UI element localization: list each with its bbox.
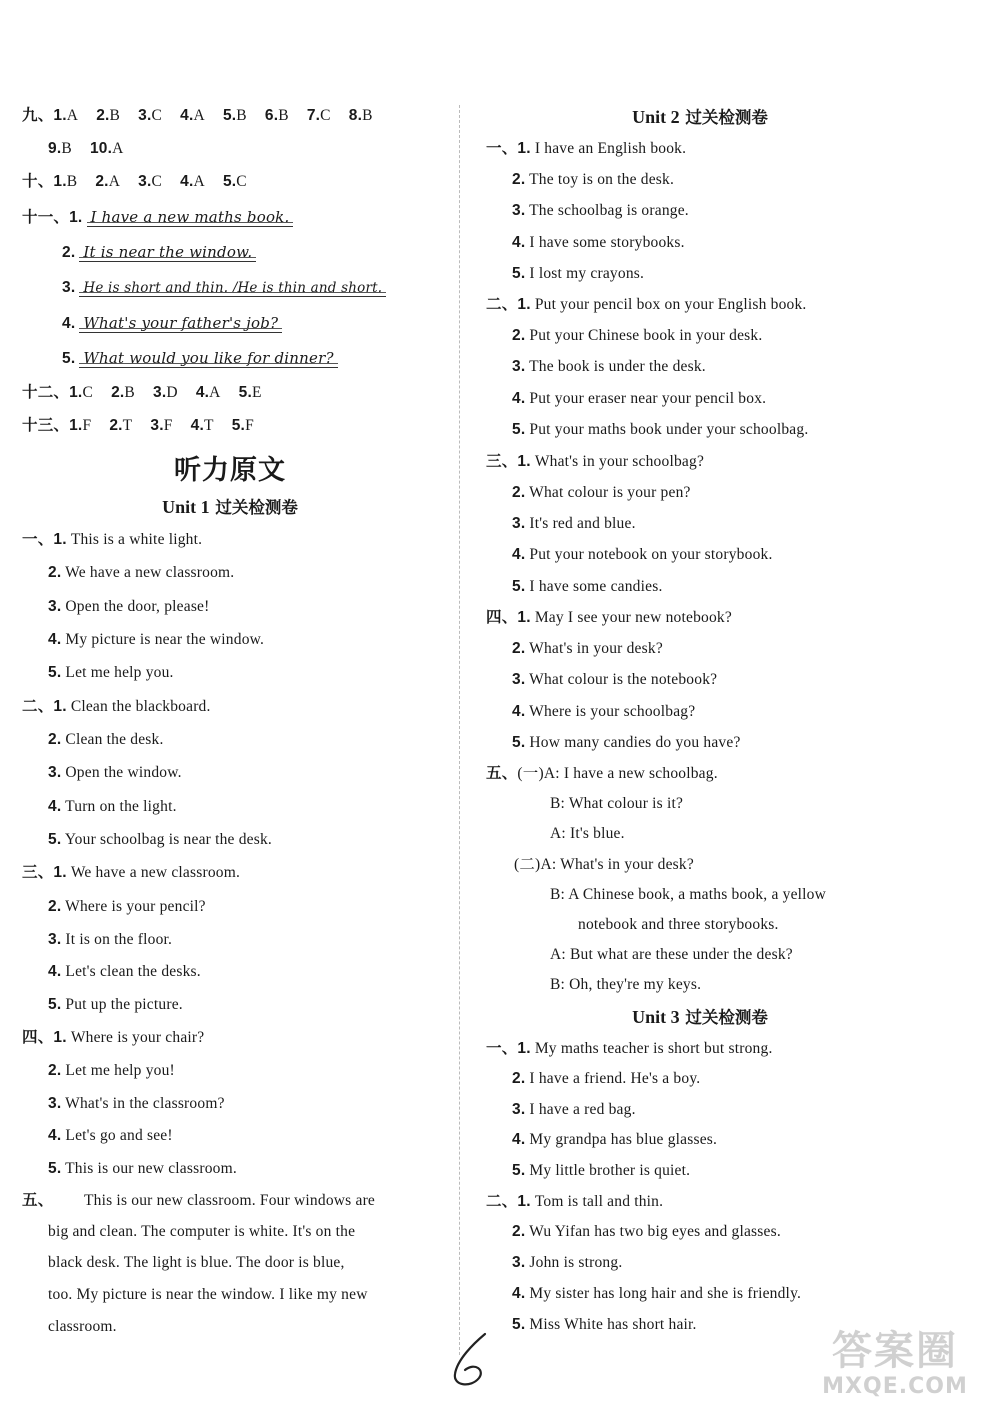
page-number [445,1330,505,1390]
u1-s5-line: black desk. The light is blue. The door is blue, [48,1254,345,1271]
column-divider [459,105,460,1355]
u2-s1-item: 2. The toy is on the desk. [512,171,675,188]
u1-s5-line: This is our new classroom. Four windows are [84,1192,376,1209]
u1-s4-item: 四、1. Where is your chair? [22,1029,205,1046]
u3-s2-item: 二、1. Tom is tall and thin. [486,1193,664,1210]
u1-s3-item: 3. It is on the floor. [48,931,173,948]
u2-s2-item: 5. Put your maths book under your schoolbag. [512,421,809,438]
u3-s1-item: 一、1. My maths teacher is short but strong. [486,1040,773,1057]
u2-s5-line: B: A Chinese book, a maths book, a yellow [550,886,827,903]
u2-s1-item: 一、1. I have an English book. [486,140,687,157]
u2-s5-line: (二)A: What's in your desk? [514,856,694,873]
u1-s2-item: 2. Clean the desk. [48,731,164,748]
u1-s1-item: 一、1. This is a white light. [22,531,203,548]
u1-s5-line: classroom. [48,1318,117,1335]
handwritten-answer: It is near the window. [79,243,256,262]
watermark-url: MXQE.COM [822,1374,968,1399]
u2-s5-line: A: But what are these under the desk? [550,946,793,963]
handwritten-answer: What would you like for dinner? [79,349,337,368]
u2-s4-item: 4. Where is your schoolbag? [512,703,696,720]
unit1-title: Unit 1 过关检测卷 [162,497,298,517]
handwritten-answer: I have a new maths book. [87,208,294,227]
u2-s5-line: B: What colour is it? [550,795,684,812]
answer-row-13: 十三、1.F 2.T 3.F 4.T 5.F [22,417,254,434]
u1-s5-line: too. My picture is near the window. I like my new [48,1286,368,1303]
u1-s3-item: 5. Put up the picture. [48,996,183,1013]
u2-s5-line: notebook and three storybooks. [578,916,779,933]
u3-s2-item: 3. John is strong. [512,1254,623,1271]
unit3-title: Unit 3 过关检测卷 [632,1007,768,1027]
answer-row-9b: 9.B 10.A [48,140,124,157]
answer-row-11-2: 2. It is near the window. [62,241,256,264]
u1-s5-line: big and clean. The computer is white. It's on the [48,1223,356,1240]
u2-s5-line: 五、(一)A: I have a new schoolbag. [486,765,718,782]
u2-s1-item: 4. I have some storybooks. [512,234,685,251]
u1-s1-item: 5. Let me help you. [48,664,174,681]
u3-s1-item: 2. I have a friend. He's a boy. [512,1070,701,1087]
u2-s2-item: 2. Put your Chinese book in your desk. [512,327,763,344]
u1-s1-item: 2. We have a new classroom. [48,564,235,581]
u3-s1-item: 3. I have a red bag. [512,1101,636,1118]
answer-row-11-3: 3. He is short and thin. /He is thin and short. [62,277,386,299]
u2-s2-item: 4. Put your eraser near your pencil box. [512,390,767,407]
u2-s1-item: 5. I lost my crayons. [512,265,645,282]
u1-s1-item: 4. My picture is near the window. [48,631,265,648]
u3-s1-item: 4. My grandpa has blue glasses. [512,1131,718,1148]
answer-row-9: 九、1.A 2.B 3.C 4.A 5.B 6.B 7.C 8.B [22,107,373,124]
section-label: 九、 [22,107,54,124]
u1-s2-item: 3. Open the window. [48,764,182,781]
handwritten-six-icon [445,1330,505,1390]
u2-s2-item: 3. The book is under the desk. [512,358,706,375]
u2-s1-item: 3. The schoolbag is orange. [512,202,689,219]
u2-s5-line: B: Oh, they're my keys. [550,976,702,993]
u2-s3-item: 三、1. What's in your schoolbag? [486,453,705,470]
u1-s2-item: 二、1. Clean the blackboard. [22,698,211,715]
watermark-logo [800,1328,990,1406]
watermark-text: 答案圈 [832,1328,958,1374]
u2-s3-item: 4. Put your notebook on your storybook. [512,546,773,563]
answer-row-11-4: 4. What's your father's job? [62,312,282,335]
u1-s4-item: 4. Let's go and see! [48,1127,173,1144]
u1-s3-item: 2. Where is your pencil? [48,898,206,915]
u3-s1-item: 5. My little brother is quiet. [512,1162,691,1179]
u1-s4-item: 3. What's in the classroom? [48,1095,225,1112]
u1-s2-item: 4. Turn on the light. [48,798,177,815]
u2-s4-item: 四、1. May I see your new notebook? [486,609,732,626]
u2-s3-item: 5. I have some candies. [512,578,663,595]
answer-row-10: 十、1.B 2.A 3.C 4.A 5.C [22,173,247,190]
u2-s3-item: 2. What colour is your pen? [512,484,691,501]
unit2-title: Unit 2 过关检测卷 [632,107,768,127]
u2-s4-item: 3. What colour is the notebook? [512,671,718,688]
u3-s2-item: 4. My sister has long hair and she is friendly. [512,1285,802,1302]
u1-s1-item: 3. Open the door, please! [48,598,210,615]
u2-s4-item: 2. What's in your desk? [512,640,663,657]
u3-s2-item: 5. Miss White has short hair. [512,1316,697,1333]
u1-s4-item: 2. Let me help you! [48,1062,175,1079]
u2-s5-line: A: It's blue. [550,825,625,842]
u1-s3-item: 三、1. We have a new classroom. [22,864,241,881]
u1-s3-item: 4. Let's clean the desks. [48,963,201,980]
u2-s4-item: 5. How many candies do you have? [512,734,741,751]
u1-s4-item: 5. This is our new classroom. [48,1160,237,1177]
answer-row-11-1: 十一、1. I have a new maths book. [22,206,293,229]
answer-row-12: 十二、1.C 2.B 3.D 4.A 5.E [22,384,262,401]
handwritten-answer: He is short and thin. /He is thin and short. [79,280,386,297]
u3-s2-item: 2. Wu Yifan has two big eyes and glasses. [512,1223,781,1240]
u1-s5-label: 五、 [22,1192,54,1209]
section-title: 听力原文 [174,455,286,486]
handwritten-answer: What's your father's job? [79,314,282,333]
u1-s2-item: 5. Your schoolbag is near the desk. [48,831,272,848]
u2-s2-item: 二、1. Put your pencil box on your English book. [486,296,807,313]
u2-s3-item: 3. It's red and blue. [512,515,636,532]
answer-row-11-5: 5. What would you like for dinner? [62,347,338,370]
